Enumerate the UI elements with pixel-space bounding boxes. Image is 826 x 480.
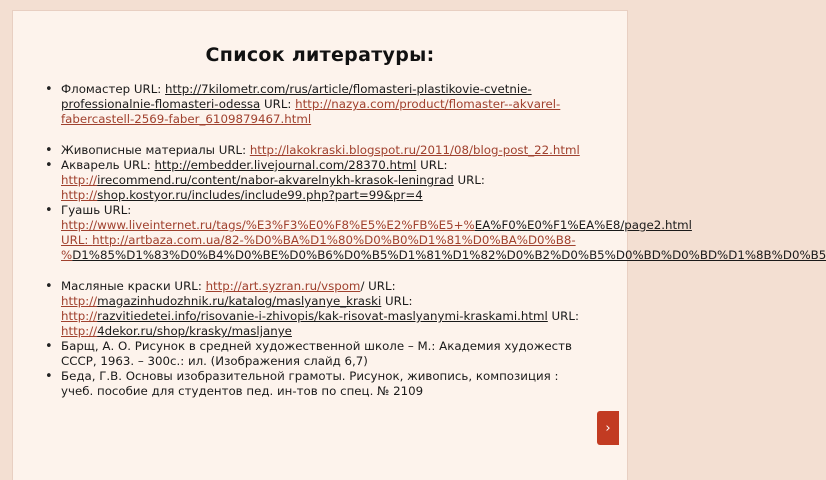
chevron-right-icon: › (605, 420, 611, 436)
reference-link[interactable]: http:// (61, 188, 98, 202)
bibliography-list (45, 82, 826, 399)
reference-text: Беда, Г.В. Основы изобразительной грамоты. Рисунок, живопись, композиция : учеб. пособие для студентов пед. ин-тов по спец. № 2109 (61, 369, 559, 398)
slide (12, 10, 826, 480)
reference-link[interactable]: 4dekor.ru/shop/krasky/masljanye (97, 324, 292, 338)
reference-link[interactable]: http://art.syzran.ru/vspom (205, 279, 361, 293)
page-title: Список литературы: (205, 44, 435, 66)
reference-link[interactable]: shop.kostyor.ru/includes/include99.php?part=99&pr=4 (97, 188, 423, 202)
reference-link[interactable]: http:// (61, 294, 98, 308)
reference-link[interactable]: http://nazya.com/product/flomaster--akvarel-fabercastell-2569-faber_6109879467.html (61, 97, 561, 126)
reference-link[interactable]: http://embedder.livejournal.com/28370.html (154, 158, 417, 172)
reference-link[interactable]: http:// (61, 173, 98, 187)
reference-text: URL: (381, 294, 413, 308)
list-item (45, 369, 593, 399)
reference-text: URL: (547, 309, 579, 323)
reference-link[interactable]: razvitiedetei.info/risovanie-i-zhivopis/kak-risovat-maslyanymi-kraskami.html (97, 309, 548, 323)
list-item (45, 82, 593, 127)
reference-link[interactable]: http://7kilometr.com/rus/article/flomasteri-plastikovie-cvetnie-professionalnie-flomasteri-odessa (61, 82, 532, 111)
reference-text: URL: (453, 173, 485, 187)
reference-text: Масляные краски URL: (61, 279, 206, 293)
reference-text: Живописные материалы URL: (61, 143, 250, 157)
reference-text: Акварель URL: (61, 158, 155, 172)
reference-link[interactable]: D1%85%D1%83%D0%B4%D0%BE%D0%B6%D0%B5%D1%81%D1%82%D0%B2%D0%B5%D0%BD%D0%BD%D1%8B%D0%B5 (72, 248, 826, 262)
reference-link[interactable]: http:// (61, 309, 98, 323)
reference-link[interactable]: URL: (61, 233, 93, 247)
reference-link[interactable]: irecommend.ru/content/nabor-akvarelnykh-krasok-leningrad (97, 173, 454, 187)
reference-text: / URL: (360, 279, 396, 293)
list-item (45, 143, 593, 158)
reference-link[interactable]: http:// (61, 324, 98, 338)
reference-text: Фломастер URL: (61, 82, 166, 96)
reference-text: URL: (260, 97, 296, 111)
reference-text: URL: (416, 158, 448, 172)
list-item (45, 158, 593, 203)
reference-link[interactable]: http://www.liveinternet.ru/tags/%E3%F3%E0%F8%E5%E2%FB%E5+% (61, 218, 475, 232)
reference-link[interactable]: http://lakokraski.blogspot.ru/2011/08/blog-post_22.html (249, 143, 580, 157)
list-item (45, 339, 593, 369)
reference-text: Гуашь URL: (61, 203, 132, 217)
list-item (45, 203, 826, 263)
list-item (45, 279, 593, 339)
reference-link[interactable]: magazinhudozhnik.ru/katalog/maslyanye_kraski (97, 294, 382, 308)
reference-text: Барщ, А. О. Рисунок в средней художественной школе – М.: Академия художеств СССР, 1963. – 300с.: ил. (Изображения слайд 6,7) (61, 339, 572, 368)
next-slide-button[interactable] (597, 411, 619, 445)
reference-link[interactable]: http://artbaza.com.ua/82-%D0%BA%D1%80%D0%B0%D1%81%D0%BA%D0%B8-% (61, 233, 576, 262)
reference-link[interactable]: EA%F0%E0%F1%EA%E8/page2.html (474, 218, 692, 232)
